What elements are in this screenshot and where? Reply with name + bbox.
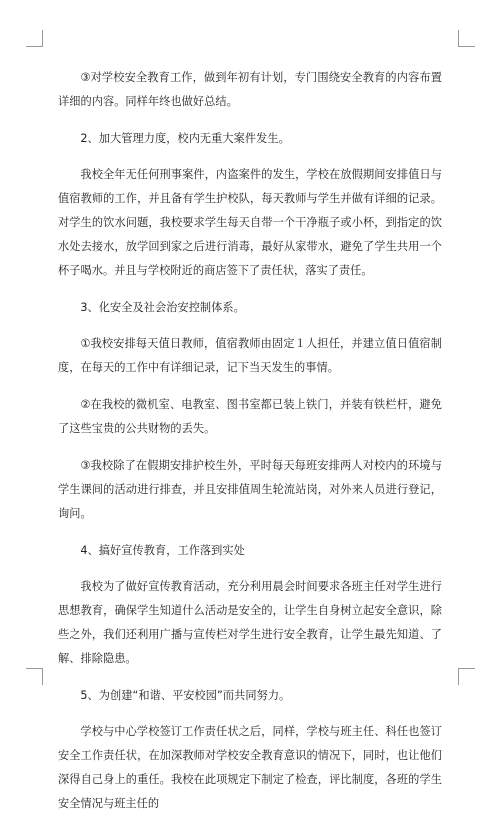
- section-heading-2: 2、加大管理力度，校内无重大案件发生。: [80, 132, 290, 145]
- paragraph-patrol: ③我校除了在假期安排护校生外，平时每天每班安排两人对校内的环境与学生课间的活动进行排查，并且安排值周生轮流站岗，对外来人员进行登记，询问。: [58, 459, 442, 520]
- paragraph-responsibility: 学校与中心学校签订工作责任状之后，同样，学校与班主任、科任也签订安全工作责任状，在加深教师对学校安全教育意识的情况下，同时，也让他们深得自己身上的重任。我校在此项规定下制定了检查，评比制度，各班的学生安全情况与班主任的: [58, 725, 442, 810]
- paragraph-duty-teachers: ①我校安排每天值日教师，值宿教师由固定１人担任，并建立值日值宿制度，在每天的工作中有详细记录，记下当天发生的事情。: [58, 337, 442, 374]
- paragraph-plan-summary: ③对学校安全教育工作，做到年初有计划，专门围绕安全教育的内容布置详细的内容。同样年终也做好总结。: [58, 71, 442, 108]
- document-body: [58, 66, 442, 829]
- paragraph-publicity: 我校为了做好宣传教育活动，充分利用晨会时间要求各班主任对学生进行思想教育，确保学生知道什么活动是安全的，让学生自身树立起安全意识，除些之外，我们还利用广播与宣传栏对学生进行安全教育，让学生最先知道、了解、排除隐患。: [58, 580, 442, 665]
- crop-mark-bottom-right: [458, 668, 475, 685]
- crop-mark-bottom-left: [26, 668, 43, 685]
- crop-mark-top-left: [26, 30, 43, 47]
- section-heading-3: 3、化安全及社会治安控制体系。: [80, 301, 245, 314]
- paragraph-iron-doors: ②在我校的微机室、电教室、图书室都已装上铁门，并装有铁栏杆，避免了这些宝贵的公共财物的丢失。: [58, 398, 442, 435]
- crop-mark-top-right: [458, 30, 475, 47]
- section-heading-4: 4、搞好宣传教育，工作落到实处: [80, 544, 245, 557]
- section-heading-5: 5、为创建“和谐、平安校园”而共同努力。: [80, 689, 291, 702]
- paragraph-no-cases: 我校全年无任何刑事案件，内盗案件的发生，学校在放假期间安排值日与值宿教师的工作，并且备有学生护校队，每天教师与学生并做有详细的记录。对学生的饮水问题，我校要求学生每天自带一个干净瓶子或小杯，到指定的饮水处去接水，放学回到家之后进行消毒，最好从家带水，避免了学生共用一个杯子喝水。并且与学校附近的商店签下了责任状，落实了责任。: [58, 168, 442, 277]
